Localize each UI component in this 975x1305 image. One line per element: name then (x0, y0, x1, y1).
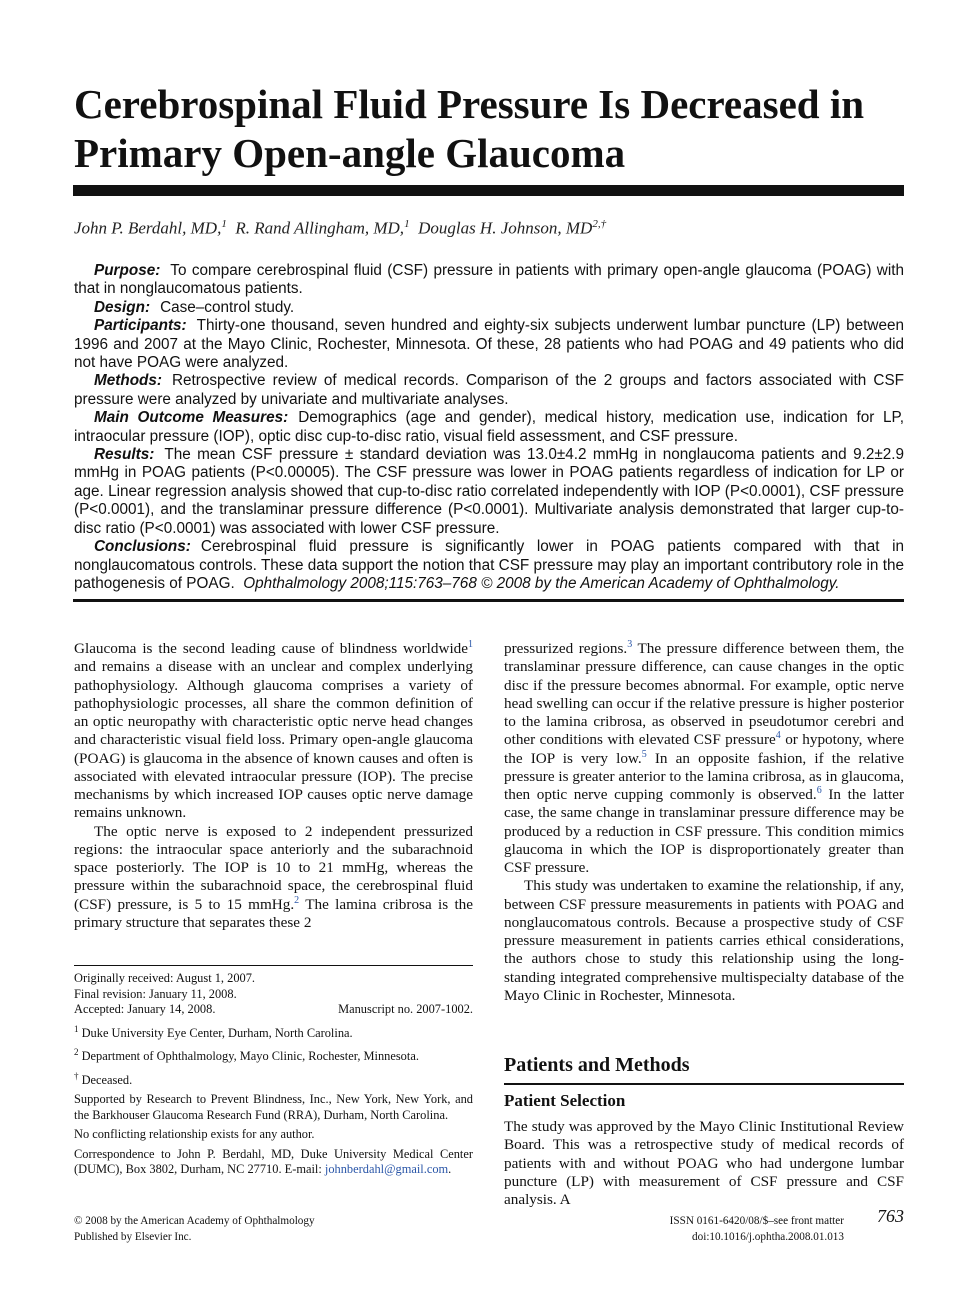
deceased-note (74, 1069, 473, 1089)
abstract-label: Purpose: (94, 262, 161, 279)
abstract-label: Design: (94, 298, 151, 316)
body-text: and remains a disease with an unclear and complex underlying pathophysiology. Although glaucoma comprises a variety of pathophysiologic processes, all share the common definition of an optic neuropathy with characteristic optic nerve head changes and characteristic visual field loss. Primary open-angle glaucoma (POAG) is glaucoma in the absence of known causes and often is associated with elevated intraocular pressure (IOP). The precise mechanisms by which increased IOP causes optic nerve damage remains unknown. (74, 658, 473, 822)
abstract-label: Methods: (94, 372, 162, 390)
abstract-purpose (74, 262, 904, 299)
reference-link[interactable]: 6 (816, 784, 822, 796)
affiliation-text: Department of Ophthalmology, Mayo Clinic, Rochester, Minnesota. (81, 1049, 419, 1064)
reference-link[interactable]: 3 (627, 638, 633, 650)
body-text: The optic nerve is exposed to 2 independent pressurized regions: the intraocular space anteriorly and the subarachnoid space posteriorly. The IOP is 10 to 21 mmHg, whereas the pressure within the subarachnoid space, the cerebrospinal fluid (CSF) pressure, is 5 to 15 mmHg. (74, 822, 473, 913)
author-name: John P. Berdahl, MD, (74, 218, 222, 238)
issn: ISSN 0161-6420/08/$–see front matter (669, 1215, 844, 1227)
abstract-text: Case–control study. (160, 298, 295, 316)
abstract-conclusions (74, 538, 904, 593)
funding-statement: Supported by Research to Prevent Blindness, Inc., New York, New York, and the Barkhouser Glaucoma Research Fund (RRA), Durham, North Carolina. (74, 1092, 473, 1122)
body-paragraph: This study was undertaken to examine the relationship, if any, between CSF pressure measurements in patients with POAG and nonglaucomatous controls. Because a prospective study of CSF pressure measurement in patients carries ethical considerations, the authors chose to study this relationship using the long-standing integrated comprehensive multispecialty database of the Mayo Clinic in Rochester, Minnesota. (504, 877, 904, 1004)
author-affiliation-mark: 2,† (592, 218, 607, 230)
received-date: Originally received: August 1, 2007. (74, 971, 256, 985)
body-text: The pressure difference between them, the translaminar pressure difference, can cause changes in the optic disc if the pressure becomes abnormal. For example, optic nerve head swelling can occur if the relative pressure is higher posterior to the lamina cribrosa, as observed in pseudotumor cerebri and other conditions with elevated CSF pressure (504, 640, 905, 749)
conflict-statement: No conflicting relationship exists for any author. (74, 1127, 315, 1142)
accepted-date: Accepted: January 14, 2008. (74, 1002, 216, 1016)
subsection-heading: Patient Selection (504, 1091, 626, 1110)
affiliation-2 (74, 1045, 473, 1065)
correspondence-text: Correspondence to John P. Berdahl, MD, Duke University Medical Center (DUMC), Box 3802, Durham, NC 27710. E-mail: (74, 1146, 473, 1177)
author-list (74, 218, 904, 239)
punctuation: . (448, 1162, 452, 1177)
section-rule (504, 1083, 904, 1085)
abstract-label: Participants: (94, 317, 187, 335)
body-paragraph (504, 640, 904, 877)
reference-link[interactable]: 4 (775, 730, 781, 742)
footer-left (74, 1214, 454, 1245)
abstract-results (74, 446, 904, 538)
abstract-rule (73, 599, 904, 602)
author-name: R. Rand Allingham, MD, (235, 218, 405, 238)
abstract-text: Thirty-one thousand, seven hundred and eighty-six subjects underwent lumbar puncture (LP) between 1996 and 2007 at the Mayo Clinic, Rochester, Minnesota. Of these, 28 patients who had POAG and 49 patients who did not have POAG were analyzed. (74, 317, 904, 372)
body-text: In the latter case, the same change in translaminar pressure difference may be produced by a reduction in CSF pressure. This condition mimics glaucoma in which the IOP is disproportionately greater than CSF pressure. (504, 786, 905, 876)
title-rule (73, 185, 904, 196)
abstract-participants (74, 317, 904, 372)
body-right-column (504, 640, 904, 1005)
body-paragraph: The study was approved by the Mayo Clinic Institutional Review Board. This was a retrospective study of medical records of patients with and without POAG who had undergone lumbar puncture (LP) with measurement of CSF pressure and CSF analysis. A (504, 1118, 904, 1208)
email-link[interactable]: johnberdahl@gmail.com (324, 1162, 449, 1177)
correspondence (74, 1147, 473, 1178)
abstract-text: The mean CSF pressure ± standard deviation was 13.0±4.2 mmHg in nonglaucoma patients and 9.2±2.9 mmHg in POAG patients (P<0.00005). The CSF pressure was lower in POAG patients regardless of indication for LP or age. Linear regression analysis showed that cup-to-disc ratio correlated independently with IOP (P<0.0001), CSF pressure (P<0.0001), and the translaminar pressure difference (P<0.0001). Multivariate analysis demonstrated that larger cup-to-disc ratio (P<0.0001) was associated with lower CSF pressure. (74, 446, 904, 537)
body-text: The lamina cribrosa is the primary structure that separates these 2 (74, 895, 474, 931)
reference-link[interactable]: 2 (294, 894, 300, 906)
section-heading: Patients and Methods (504, 1054, 690, 1076)
journal-citation: Ophthalmology 2008;115:763–768 © 2008 by the American Academy of Ophthalmology. (243, 574, 840, 592)
abstract-text: Cerebrospinal fluid pressure is significantly lower in POAG patients compared with that in nonglaucomatous controls. These data support the notion that CSF pressure may play an important contributory role in the pathogenesis of POAG. (74, 538, 904, 592)
body-left-column (74, 640, 473, 932)
abstract-outcome-measures (74, 409, 904, 446)
body-paragraph (74, 823, 473, 933)
article-footnotes (74, 971, 473, 1182)
affiliation-mark: 1 (74, 1023, 79, 1034)
body-text: pressurized regions. (504, 640, 628, 657)
body-text: In an opposite fashion, if the relative pressure is greater anterior to the lamina cribrosa, as in glaucoma, then optic nerve cupping commonly is observed. (504, 749, 904, 803)
affiliation-text: Duke University Eye Center, Durham, North Carolina. (81, 1025, 353, 1040)
abstract-text: To compare cerebrospinal fluid (CSF) pressure in patients with primary open-angle glaucoma (POAG) with that in nonglaucomatous patients. (74, 262, 904, 298)
footnote-rule (74, 965, 473, 966)
abstract-label: Main Outcome Measures: (94, 409, 289, 427)
abstract-text: Retrospective review of medical records. Comparison of the 2 groups and factors associated with CSF pressure were analyzed by univariate and multivariate analyses. (74, 372, 904, 408)
deceased-text: Deceased. (81, 1072, 133, 1087)
publisher: Published by Elsevier Inc. (74, 1230, 192, 1243)
reference-link[interactable]: 5 (641, 748, 647, 760)
reference-link[interactable]: 1 (468, 638, 473, 650)
abstract-design (74, 299, 904, 317)
author-affiliation-mark: 1 (404, 218, 410, 230)
body-text: Glaucoma is the second leading cause of blindness worldwide (74, 640, 468, 657)
patient-selection-column (504, 1118, 904, 1209)
affiliation-1 (74, 1022, 473, 1042)
page-number: 763 (877, 1206, 904, 1226)
deceased-mark: † (74, 1070, 79, 1081)
body-paragraph (74, 640, 473, 823)
abstract-label: Results: (94, 446, 155, 464)
abstract (74, 262, 904, 593)
copyright-notice: © 2008 by the American Academy of Ophthalmology (74, 1215, 315, 1227)
abstract-label: Conclusions: (94, 538, 191, 556)
affiliation-mark: 2 (74, 1047, 79, 1058)
revision-date: Final revision: January 11, 2008. (74, 986, 237, 1001)
manuscript-number: Manuscript no. 2007-1002. (338, 1002, 473, 1016)
footer-right (600, 1214, 844, 1245)
abstract-methods (74, 372, 904, 409)
abstract-text: Demographics (age and gender), medical history, medication use, indication for LP, intraocular pressure (IOP), optic disc cup-to-disc ratio, visual field assessment, and CSF pressure. (74, 409, 904, 445)
article-title: Cerebrospinal Fluid Pressure Is Decreased in Primary Open-angle Glaucoma (74, 81, 865, 176)
author-name: Douglas H. Johnson, MD (418, 218, 593, 238)
doi: doi:10.1016/j.ophtha.2008.01.013 (692, 1230, 844, 1243)
body-text: or hypotony, where the IOP is very low. (504, 731, 904, 767)
author-affiliation-mark: 1 (221, 218, 227, 230)
